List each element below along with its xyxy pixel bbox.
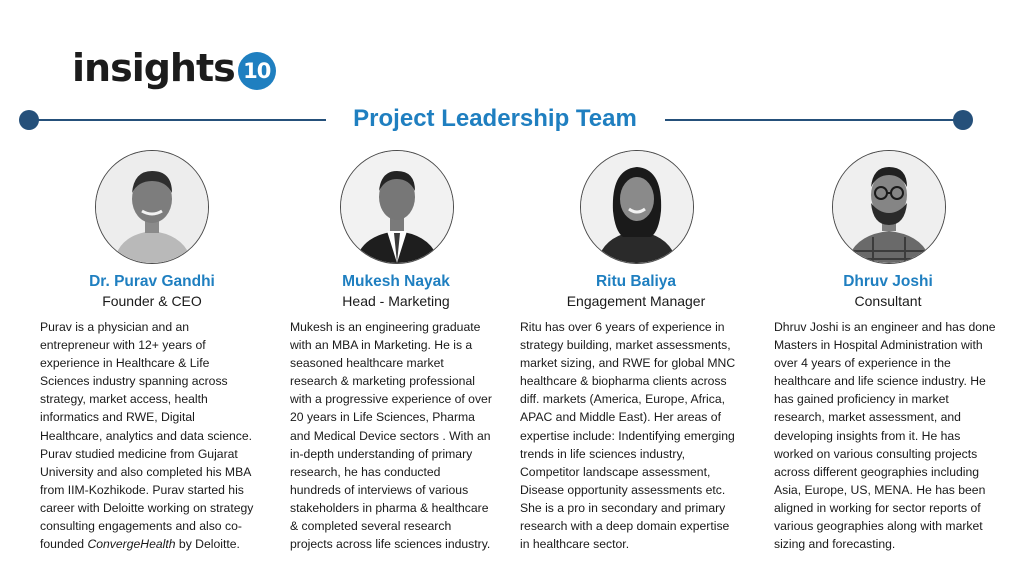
member-role: Founder & CEO	[102, 293, 202, 309]
bio-line: Sciences industry spanning across	[40, 374, 228, 389]
person-silhouette-icon	[96, 151, 208, 263]
person-silhouette-icon	[341, 151, 453, 263]
member-name: Ritu Baliya	[595, 273, 677, 290]
member-photo	[832, 150, 946, 264]
member-name: Dr. Purav Gandhi	[89, 273, 215, 290]
bio-line: consulting engagements and also co-	[40, 519, 242, 534]
member-name: Dhruv Joshi	[843, 273, 933, 290]
member-bio	[40, 318, 272, 553]
brand-logo	[72, 46, 276, 90]
brand-wordmark: insights	[72, 46, 235, 90]
bio-line: University and also completed his MBA	[40, 464, 252, 479]
bio-line: career with Deloitte working on strategy	[40, 500, 254, 515]
rule-right-line	[665, 119, 963, 121]
member-role: Head - Marketing	[342, 293, 450, 309]
person-silhouette-icon	[833, 151, 945, 263]
brand-badge: 10	[238, 52, 276, 90]
bio-last-line	[40, 537, 240, 551]
rule-right-dot	[953, 110, 973, 130]
member-bio: Ritu has over 6 years of experience in strategy building, market assessments, market sizing, and RWE for global MNC healthcare & biopharma clients across diff. markets (America, Europe, Africa, APAC and Middle East). Her areas of expertise include: Indentifying emerging trends in life sciences industry, Competitor landscape assessment, Disease opportunity assessments etc. She is a pro in secondary and primary research with a deep domain expertise in healthcare sector.	[520, 320, 736, 552]
bio-line: Purav is a physician and an	[40, 320, 190, 334]
member-name: Mukesh Nayak	[342, 273, 450, 290]
bio-text: founded	[40, 537, 88, 552]
bio-line: informatics and RWE, Digital	[40, 410, 195, 425]
bio-line: experience in Healthcare & Life	[40, 356, 210, 371]
bio-line: entrepreneur with 12+ years of	[40, 338, 206, 353]
member-photo	[95, 150, 209, 264]
person-silhouette-icon	[581, 151, 693, 263]
member-photo	[580, 150, 694, 264]
member-role: Engagement Manager	[566, 293, 706, 309]
page-title: Project Leadership Team	[353, 105, 637, 132]
member-role: Consultant	[854, 293, 922, 309]
bio-emphasis: ConvergeHealth	[87, 537, 176, 552]
member-bio: Mukesh is an engineering graduate with an MBA in Marketing. He is a seasoned healthcare market research & marketing professional with a progressive experience of over 20 years in Life Sciences, Pharma and Medical Device sectors . With an in-depth understanding of primary research, he has conducted hundreds of interviews of various stakeholders in pharma & healthcare & completed several research projects across life sciences industry.	[290, 320, 492, 552]
rule-left-line	[29, 119, 326, 121]
bio-line: strategy, market access, health	[40, 392, 208, 407]
bio-line: Healthcare, analytics and data science.	[40, 428, 253, 443]
bio-line: Purav studied medicine from Gujarat	[40, 446, 238, 461]
bio-text: by Deloitte.	[175, 537, 240, 552]
member-bio: Dhruv Joshi is an engineer and has done Masters in Hospital Administration with over 4 years of experience in the healthcare and life science industry. He has gained proficiency in market research, market assessment, and developing insights from it. He has worked on various consulting projects across different geographies including Asia, Europe, US, MENA. He has been aligned in working for sector reports of various geographies along with market sizing and forecasting.	[774, 320, 996, 552]
bio-line: from IIM-Kozhikode. Purav started his	[40, 482, 244, 497]
member-photo	[340, 150, 454, 264]
